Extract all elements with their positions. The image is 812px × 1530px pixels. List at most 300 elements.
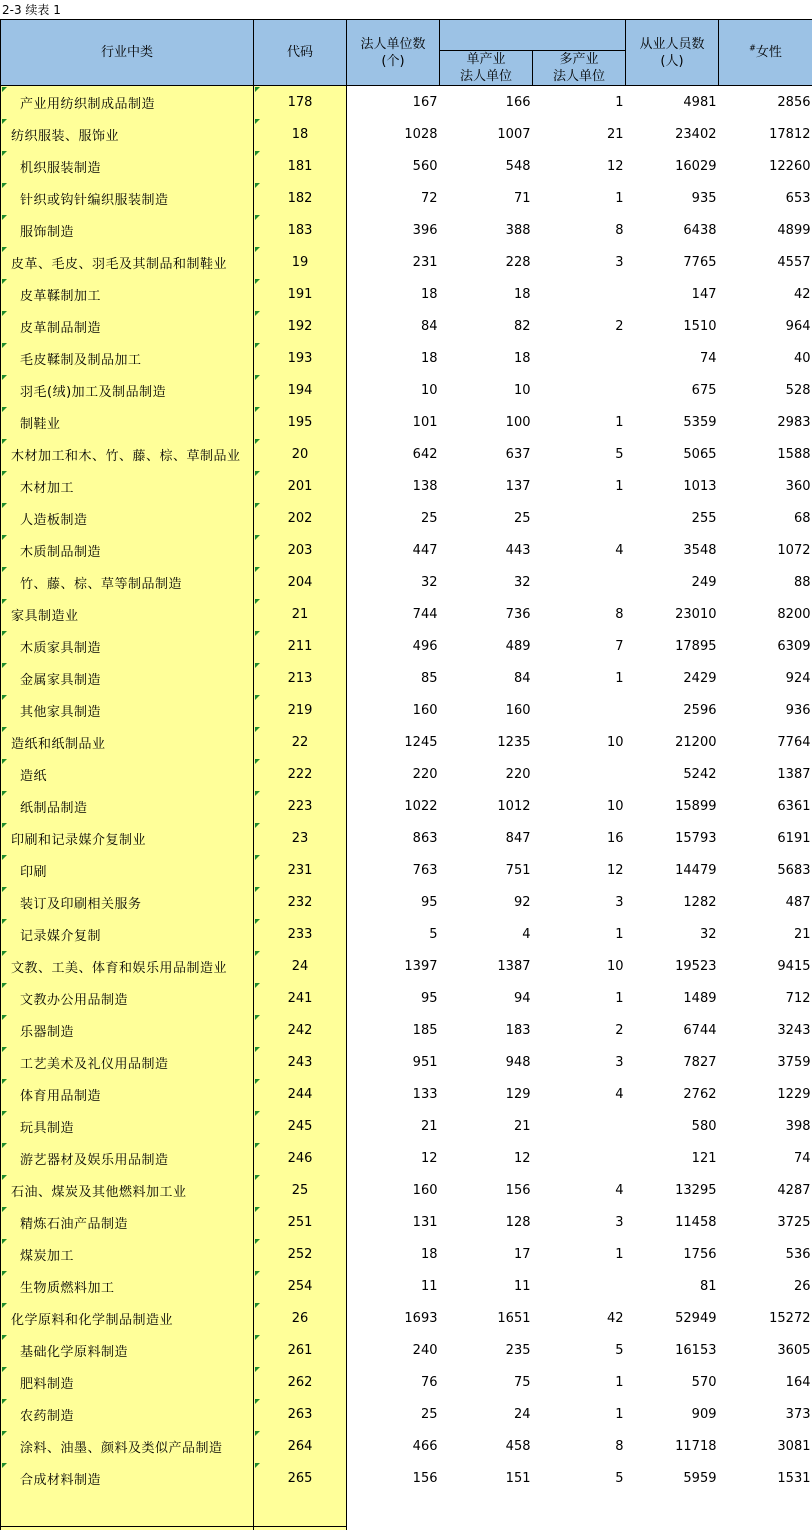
cell-code-text: 203 [288,543,313,558]
cell-name [1,246,254,278]
note-triangle-icon [2,1303,7,1308]
cell-multi-text: 7 [615,639,623,654]
cell-code [254,1046,347,1078]
cell-female [719,630,812,662]
cell-units-text: 25 [421,1407,438,1422]
cell-units-text: 560 [413,159,438,174]
cell-units-text: 220 [413,767,438,782]
cell-name-text: 记录媒介复制 [20,929,101,944]
cell-employees [626,246,719,278]
cell-employees-text: 1013 [683,479,716,494]
cell-single-text: 228 [506,255,531,270]
cell-units [347,1302,440,1334]
cell-single-text: 137 [506,479,531,494]
cell-code [254,278,347,310]
cell-single [440,982,533,1014]
cell-name [1,1014,254,1046]
cell-single-text: 1651 [497,1311,530,1326]
header-multi-industry [533,51,626,86]
cell-single [440,470,533,502]
cell-code-text: 204 [288,575,313,590]
cell-name-text: 制鞋业 [20,417,61,432]
cell-employees-text: 1756 [683,1247,716,1262]
cell-single-text: 160 [506,703,531,718]
cell-employees [626,758,719,790]
cell-units [347,854,440,886]
cell-units-text: 11 [421,1279,438,1294]
table-row [1,598,812,630]
cell-multi [533,886,626,918]
cell-code [254,598,347,630]
cell-female-text: 6191 [777,831,810,846]
cell-name-text: 木质家具制造 [20,641,101,656]
cell-code-text: 19 [292,255,309,270]
table-header [1,20,812,86]
cell-multi [533,86,626,119]
cell-employees-text: 1510 [683,319,716,334]
cell-name-text: 文教办公用品制造 [20,993,128,1008]
cell-female-text: 12260 [769,159,810,174]
table-row [1,694,812,726]
cell-multi [533,310,626,342]
cell-female-text: 15272 [769,1311,810,1326]
cell-employees-text: 580 [692,1119,717,1134]
note-triangle-icon [255,1463,260,1468]
cell-name [1,886,254,918]
cell-multi [533,534,626,566]
cell-name-text: 涂料、油墨、颜料及类似产品制造 [20,1441,223,1456]
cell-employees [626,118,719,150]
cell-female-text: 6309 [777,639,810,654]
cell-code-text: 191 [288,287,313,302]
cell-units-text: 167 [413,95,438,110]
cell-code-text: 201 [288,479,313,494]
note-triangle-icon [2,599,7,604]
cell-employees [626,1430,719,1462]
table-row [1,1078,812,1110]
cell-code [254,1174,347,1206]
cell-multi-text: 12 [607,863,624,878]
cell-female-text: 4899 [777,223,810,238]
cell-units [347,1366,440,1398]
cell-name-text: 竹、藤、棕、草等制品制造 [20,577,182,592]
note-triangle-icon [255,1047,260,1052]
cell-units [347,1238,440,1270]
note-triangle-icon [2,503,7,508]
note-triangle-icon [2,311,7,316]
cell-female [719,86,812,119]
cell-units [347,1110,440,1142]
cell-single [440,534,533,566]
cell-employees [626,1462,719,1494]
note-triangle-icon [255,1431,260,1436]
cell-multi [533,182,626,214]
cell-units-text: 21 [421,1119,438,1134]
cell-code [254,1302,347,1334]
note-triangle-icon [2,119,7,124]
table-row [1,1462,812,1494]
note-triangle-icon [2,343,7,348]
cell-units-text: 1397 [404,959,437,974]
cell-code [254,1366,347,1398]
table-row [1,310,812,342]
cell-single-text: 388 [506,223,531,238]
table-row [1,1206,812,1238]
cell-employees-text: 7827 [683,1055,716,1070]
cell-multi-text: 8 [615,607,623,622]
cell-employees-text: 11718 [675,1439,716,1454]
cell-female-text: 7764 [777,735,810,750]
cell-single [440,694,533,726]
cell-employees [626,278,719,310]
cell-code [254,1142,347,1174]
cell-employees-text: 23010 [675,607,716,622]
table-row [1,1238,812,1270]
cell-single [440,1046,533,1078]
table-row [1,534,812,566]
cell-female-text: 1588 [777,447,810,462]
note-triangle-icon [255,663,260,668]
cell-code [254,342,347,374]
note-triangle-icon [255,535,260,540]
note-triangle-icon [2,1143,7,1148]
cell-empty [719,1494,812,1530]
cell-units [347,86,440,119]
cell-female [719,950,812,982]
cell-female [719,342,812,374]
cell-name [1,502,254,534]
cell-name-text: 乐器制造 [20,1025,74,1040]
cell-single [440,406,533,438]
cell-code [254,1014,347,1046]
cell-employees [626,1334,719,1366]
cell-single-text: 18 [514,287,531,302]
cell-single-text: 443 [506,543,531,558]
header-multi-line2: 法人单位 [533,68,625,85]
cell-multi [533,822,626,854]
cell-code-text: 23 [292,831,309,846]
cell-units [347,470,440,502]
cell-female-text: 17812 [769,127,810,142]
cell-employees [626,598,719,630]
table-row [1,1142,812,1174]
cell-employees [626,1270,719,1302]
note-triangle-icon [255,215,260,220]
cell-female [719,1238,812,1270]
cell-multi-text: 16 [607,831,624,846]
cell-employees [626,374,719,406]
cell-female [719,1014,812,1046]
cell-single-text: 736 [506,607,531,622]
cell-name [1,1174,254,1206]
cell-units [347,1046,440,1078]
cell-units [347,1270,440,1302]
cell-female [719,1334,812,1366]
cell-employees [626,150,719,182]
cell-units [347,246,440,278]
cell-female-text: 1072 [777,543,810,558]
cell-female [719,1398,812,1430]
cell-employees [626,630,719,662]
cell-empty [1,1494,254,1530]
cell-name [1,1206,254,1238]
cell-code-text: 26 [292,1311,309,1326]
cell-employees-text: 13295 [675,1183,716,1198]
cell-employees-text: 121 [692,1151,717,1166]
cell-employees [626,342,719,374]
cell-employees-text: 5242 [683,767,716,782]
header-legal-units-line1: 法人单位数 [347,36,439,53]
cell-single [440,1238,533,1270]
cell-name [1,1398,254,1430]
note-triangle-icon [2,1271,7,1276]
note-triangle-icon [2,727,7,732]
cell-code [254,1334,347,1366]
cell-employees [626,406,719,438]
cell-female [719,1110,812,1142]
table-row [1,342,812,374]
cell-employees-text: 17895 [675,639,716,654]
cell-units [347,1462,440,1494]
cell-units-text: 85 [421,671,438,686]
note-triangle-icon [2,247,7,252]
cell-single [440,630,533,662]
cell-code-text: 231 [288,863,313,878]
cell-name [1,726,254,758]
cell-units-text: 18 [421,1247,438,1262]
cell-employees [626,1398,719,1430]
cell-multi [533,150,626,182]
cell-units [347,822,440,854]
cell-employees-text: 19523 [675,959,716,974]
cell-name [1,1078,254,1110]
note-triangle-icon [255,439,260,444]
cell-single [440,1110,533,1142]
cell-name [1,598,254,630]
cell-single [440,86,533,119]
cell-female [719,1462,812,1494]
cell-single-text: 128 [506,1215,531,1230]
note-triangle-icon [255,727,260,732]
note-triangle-icon [2,983,7,988]
cell-single-text: 1007 [497,127,530,142]
header-single-line1: 单产业 [440,51,532,68]
header-industry: 行业中类 [1,20,254,86]
cell-female [719,822,812,854]
cell-employees [626,694,719,726]
cell-name-text: 合成材料制造 [20,1473,101,1488]
cell-name-text: 其他家具制造 [20,705,101,720]
cell-code [254,790,347,822]
cell-female-text: 21 [794,927,811,942]
table-row [1,86,812,119]
cell-units [347,918,440,950]
table-row [1,854,812,886]
cell-employees-text: 14479 [675,863,716,878]
table-row [1,1174,812,1206]
cell-multi-text: 10 [607,959,624,974]
table-row [1,374,812,406]
cell-single-text: 4 [522,927,530,942]
note-triangle-icon [2,951,7,956]
cell-single [440,854,533,886]
cell-single-text: 489 [506,639,531,654]
cell-multi [533,214,626,246]
cell-code-text: 251 [288,1215,313,1230]
cell-single [440,1334,533,1366]
cell-name [1,1238,254,1270]
cell-single [440,214,533,246]
note-triangle-icon [255,1367,260,1372]
cell-name [1,470,254,502]
cell-single [440,886,533,918]
cell-female-text: 42 [794,287,811,302]
cell-code-text: 24 [292,959,309,974]
cell-name-text: 木材加工和木、竹、藤、棕、草制品业 [11,449,241,464]
cell-code-text: 223 [288,799,313,814]
cell-employees-text: 6438 [683,223,716,238]
cell-code [254,214,347,246]
cell-units-text: 18 [421,351,438,366]
cell-single [440,726,533,758]
cell-units [347,1014,440,1046]
cell-multi [533,278,626,310]
cell-single-text: 948 [506,1055,531,1070]
cell-code [254,470,347,502]
cell-multi [533,726,626,758]
note-triangle-icon [255,183,260,188]
note-triangle-icon [255,855,260,860]
note-triangle-icon [255,1175,260,1180]
cell-female [719,374,812,406]
note-triangle-icon [2,1399,7,1404]
cell-units [347,502,440,534]
cell-multi [533,790,626,822]
note-triangle-icon [2,215,7,220]
cell-female [719,1302,812,1334]
cell-units-text: 72 [421,191,438,206]
cell-multi-text: 1 [615,415,623,430]
sheet-title: 2-3 续表 1 [2,2,61,18]
cell-multi-text: 1 [615,671,623,686]
cell-single-text: 847 [506,831,531,846]
cell-female-text: 4557 [777,255,810,270]
cell-female [719,1142,812,1174]
cell-empty [626,1494,719,1530]
cell-code [254,950,347,982]
note-triangle-icon [255,1079,260,1084]
note-triangle-icon [2,1335,7,1340]
cell-name-text: 农药制造 [20,1409,74,1424]
note-triangle-icon [255,119,260,124]
cell-single-text: 21 [514,1119,531,1134]
note-triangle-icon [2,471,7,476]
note-triangle-icon [255,375,260,380]
cell-single-text: 129 [506,1087,531,1102]
header-female-mark: # [749,44,756,53]
cell-code-text: 25 [292,1183,309,1198]
cell-female [719,758,812,790]
cell-units-text: 12 [421,1151,438,1166]
cell-female [719,406,812,438]
cell-employees-text: 5359 [683,415,716,430]
cell-units [347,950,440,982]
table-body [1,86,812,1530]
cell-units [347,598,440,630]
cell-name-text: 石油、煤炭及其他燃料加工业 [11,1185,187,1200]
cell-employees-text: 909 [692,1407,717,1422]
cell-multi [533,1238,626,1270]
cell-single-text: 637 [506,447,531,462]
table-row [1,918,812,950]
cell-units-text: 84 [421,319,438,334]
table-row [1,1430,812,1462]
cell-female [719,1046,812,1078]
table-row [1,886,812,918]
cell-female-text: 1387 [777,767,810,782]
cell-single-text: 458 [506,1439,531,1454]
cell-multi [533,1430,626,1462]
cell-units [347,438,440,470]
cell-multi-text: 10 [607,799,624,814]
cell-units [347,1430,440,1462]
cell-code [254,726,347,758]
table-row [1,662,812,694]
cell-units-text: 396 [413,223,438,238]
cell-multi-text: 4 [615,543,623,558]
cell-name-text: 文教、工美、体育和娱乐用品制造业 [11,961,227,976]
cell-units-text: 1693 [404,1311,437,1326]
cell-female-text: 1531 [777,1471,810,1486]
cell-name-text: 化学原料和化学制品制造业 [11,1313,173,1328]
table-row [1,726,812,758]
cell-female [719,982,812,1014]
cell-units [347,342,440,374]
cell-name-text: 纸制品制造 [20,801,88,816]
cell-code-text: 183 [288,223,313,238]
cell-female [719,1270,812,1302]
cell-multi-text: 5 [615,1471,623,1486]
cell-single-text: 75 [514,1375,531,1390]
cell-code-text: 178 [288,95,313,110]
cell-multi-text: 2 [615,1023,623,1038]
note-triangle-icon [2,759,7,764]
table-row [1,502,812,534]
cell-multi [533,438,626,470]
cell-employees [626,1142,719,1174]
cell-employees-text: 2762 [683,1087,716,1102]
cell-multi-text: 3 [615,895,623,910]
cell-single [440,598,533,630]
cell-name [1,1430,254,1462]
cell-female-text: 74 [794,1151,811,1166]
cell-female [719,502,812,534]
cell-name-text: 针织或钩针编织服装制造 [20,193,169,208]
note-triangle-icon [255,919,260,924]
cell-units [347,726,440,758]
cell-name [1,758,254,790]
cell-single [440,502,533,534]
cell-code [254,694,347,726]
cell-employees [626,854,719,886]
cell-units-text: 863 [413,831,438,846]
cell-units [347,662,440,694]
cell-units [347,694,440,726]
cell-employees-text: 2429 [683,671,716,686]
cell-employees-text: 11458 [675,1215,716,1230]
cell-female [719,694,812,726]
cell-employees-text: 23402 [675,127,716,142]
